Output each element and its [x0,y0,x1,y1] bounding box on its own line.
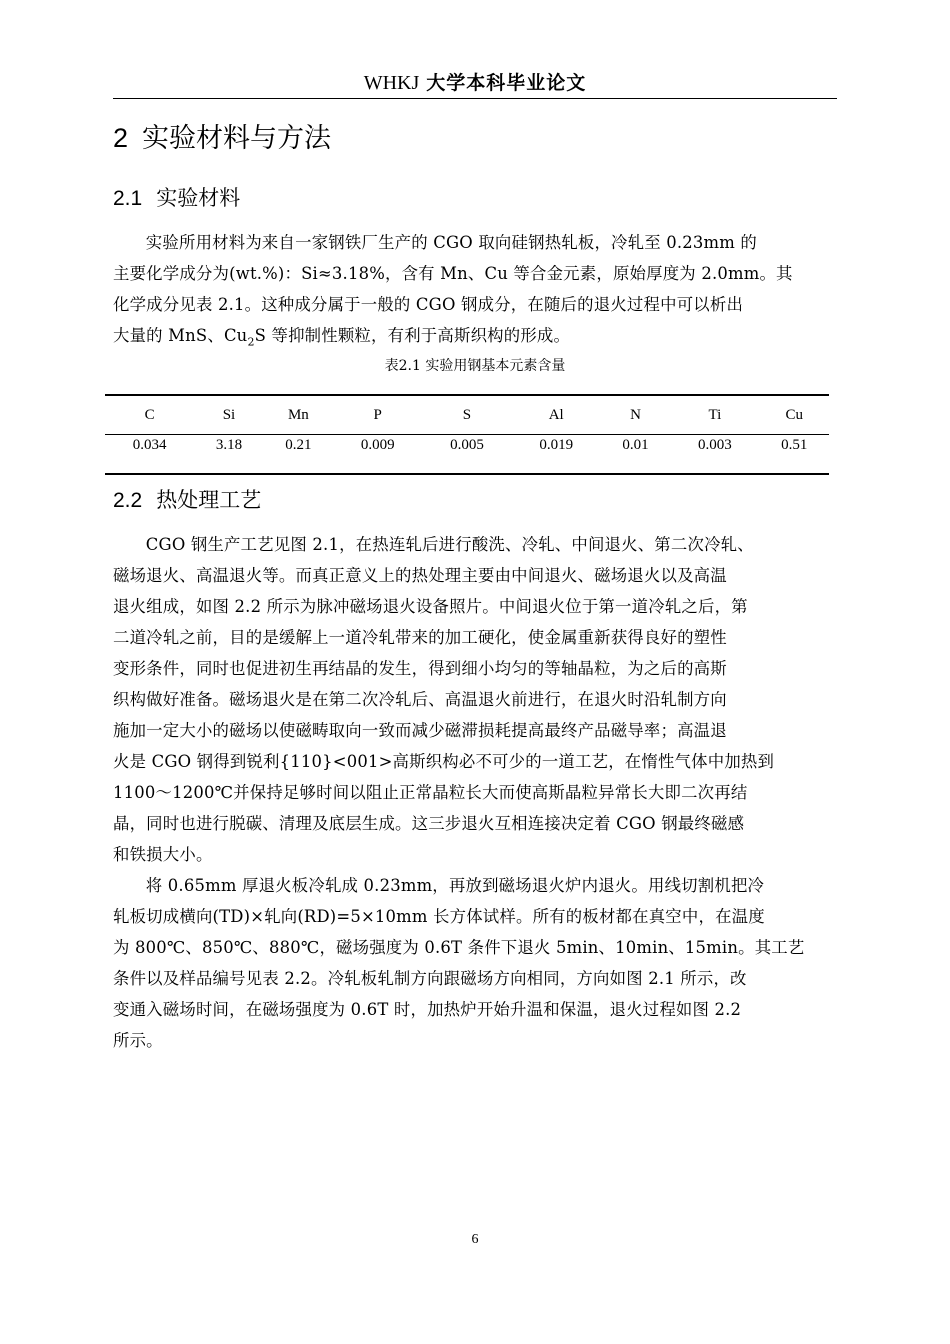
table-row [105,435,829,475]
section-title: 热处理工艺 [156,488,262,512]
paragraph-procedure [113,870,837,1056]
table-cell: 0.034 [132,437,167,453]
paragraph-line: CGO 钢生产工艺见图 2.1，在热连轧后进行酸洗、冷轧、中间退火、第二次冷轧、 [145,535,754,554]
table-caption: 表2.1 实验用钢基本元素含量 [384,358,566,374]
section-heading-2-1 [113,182,240,215]
chapter-title: 实验材料与方法 [142,123,332,154]
header-title: 大学本科毕业论文 [426,72,587,94]
text-run: 大量的 MnS、Cu [113,326,248,345]
page-header [113,68,837,99]
paragraph-line: 将 0.65mm 厚退火板冷轧成 0.23mm，再放到磁场退火炉内退火。用线切割机把冷 [145,876,765,895]
paragraph-line: 织构做好准备。磁场退火是在第二次冷轧后、高温退火前进行，在退火时沿轧制方向 [113,690,727,709]
paragraph-line: 二道冷轧之前，目的是缓解上一道冷轧带来的加工硬化，使金属重新获得良好的塑性 [113,628,727,647]
paragraph-line: 火是 CGO 钢得到锐利{110}<001>高斯织构必不可少的一道工艺，在惰性气体中加热到 [113,752,775,771]
table-cell: 0.003 [698,437,732,453]
paragraph-line: 1100～1200℃并保持足够时间以阻止正常晶粒长大而使高斯晶粒异常长大即二次再结 [113,783,748,802]
paragraph-materials [113,227,837,357]
paragraph-line: 施加一定大小的磁场以使磁畴取向一致而减少磁滞损耗提高最终产品磁导率；高温退 [113,721,727,740]
section-number: 2.2 [113,489,143,512]
section-number: 2.1 [113,187,143,210]
paragraph-line: 主要化学成分为(wt.%)：Si≈3.18%，含有 Mn、Cu 等合金元素，原始厚度为 2.0mm。其 [113,264,793,283]
paragraph-line: 晶，同时也进行脱碳、清理及底层生成。这三步退火互相连接决定着 CGO 钢最终磁感 [113,814,745,833]
page-number: 6 [471,1232,479,1247]
paragraph-line: 和铁损大小。 [113,845,213,864]
table-cell: 0.005 [450,437,484,453]
paragraph-line: 磁场退火、高温退火等。而真正意义上的热处理主要由中间退火、磁场退火以及高温 [113,566,727,585]
header-latin: WHKJ [363,72,420,94]
table-cell: 0.51 [781,437,808,453]
section-title: 实验材料 [156,186,241,210]
table-header-cell: C [144,406,155,423]
table-cell: 0.21 [285,437,312,453]
table-header-cell: P [373,406,382,423]
chapter-number: 2 [113,123,129,153]
paragraph-line-last [113,320,837,357]
table-cell: 0.019 [539,437,574,453]
subscript: 2 [247,335,255,349]
paragraph-line: 变形条件，同时也促进初生再结晶的发生，得到细小均匀的等轴晶粒，为之后的高斯 [113,659,727,678]
paragraph-line: 条件以及样品编号见表 2.2。冷轧板轧制方向跟磁场方向相同，方向如图 2.1 所示，改 [113,969,747,988]
paragraph-heat-treatment [113,529,837,870]
table-header-cell: N [630,406,641,423]
chapter-heading [113,118,331,159]
table-header-cell: Cu [785,406,804,423]
table-header-cell: Al [548,406,564,423]
text-run: S 等抑制性颗粒，有利于高斯织构的形成。 [254,326,571,345]
paragraph-line: 退火组成，如图 2.2 所示为脉冲磁场退火设备照片。中间退火位于第一道冷轧之后，第 [113,597,748,616]
paragraph-line: 所示。 [113,1031,163,1050]
table-cell: 0.009 [360,437,395,453]
table-header-cell: Mn [287,406,309,423]
section-heading-2-2 [113,484,261,517]
table-cell: 0.01 [622,437,649,453]
composition-table [105,394,829,475]
table-header-cell: Ti [708,406,722,423]
paragraph-line: 变通入磁场时间，在磁场强度为 0.6T 时，加热炉开始升温和保温，退火过程如图 2.2 [113,1000,742,1019]
table-header-cell: S [462,406,472,423]
table-header-row [105,395,829,435]
paragraph-line: 为 800℃、850℃、880℃，磁场强度为 0.6T 条件下退火 5min、10min、15min。其工艺 [113,938,805,957]
paragraph-line: 轧板切成横向(TD)×轧向(RD)=5×10mm 长方体试样。所有的板材都在真空中，在温度 [113,907,765,926]
paragraph-line: 实验所用材料为来自一家钢铁厂生产的 CGO 取向硅钢热轧板，冷轧至 0.23mm 的 [145,233,758,252]
paragraph-line: 化学成分见表 2.1。这种成分属于一般的 CGO 钢成分，在随后的退火过程中可以析出 [113,295,744,314]
table-header-cell: Si [222,406,236,423]
table-cell: 3.18 [215,437,243,453]
